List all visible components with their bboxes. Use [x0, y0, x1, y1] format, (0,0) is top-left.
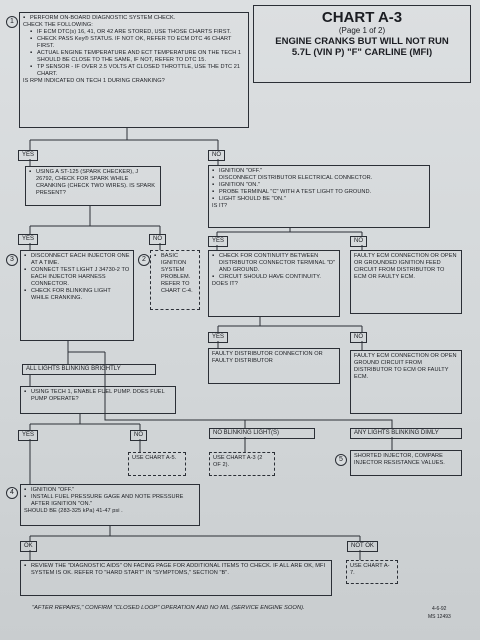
connector	[30, 526, 360, 541]
connector	[30, 414, 140, 430]
chart-date: 4-6-92	[432, 606, 447, 612]
review-line: ▪ REVIEW THE "DIAGNOSTIC AIDS" ON FACING PAGE FOR ADDITIONAL ITEMS TO CHECK. IF ALL ARE OK, MFI SYSTEM IS OK. REFER TO "HARD START" IN "SYMPTOMS," SECTION "B".	[24, 563, 328, 577]
step1-line: IS RPM INDICATED ON TECH 1 DURING CRANKING?	[23, 78, 165, 84]
use-chart-a7-box	[346, 560, 398, 584]
label-yes-5: YES	[18, 430, 38, 441]
step-number-1: 1	[6, 16, 18, 28]
faulty-ecm-text-1: FAULTY ECM CONNECTION OR OPEN OR GROUNDED IGNITION FEED CIRCUIT FROM DISTRIBUTOR TO ECM OR FAULTY ECM.	[354, 253, 457, 280]
ignition-off-line: ▪ LIGHT SHOULD BE "ON."	[212, 196, 426, 203]
no-blinking-label: NO BLINKING LIGHT(S)	[209, 428, 315, 439]
label-yes-1: YES	[18, 150, 38, 161]
connector	[30, 206, 160, 234]
step1-line: ▪ CHECK PASS Key® STATUS. IF NOT OK, REFER TO ECM DTC 46 CHART FIRST.	[23, 36, 245, 50]
step-number-5: 5	[335, 454, 347, 466]
faulty-ecm-box-2	[350, 350, 462, 414]
label-not-ok: NOT OK	[347, 541, 378, 552]
use-chart-a3-box	[209, 452, 275, 476]
fuel-pressure-line: ▪ INSTALL FUEL PRESSURE GAGE AND NOTE PRESSURE AFTER IGNITION "ON."	[24, 494, 196, 508]
chart-title: CHART A-3	[321, 9, 403, 26]
disconnect-injector-box	[20, 250, 134, 341]
use-chart-a3-text: USE CHART A-3 (2 OF 2).	[213, 455, 263, 468]
faulty-distributor-box	[208, 348, 340, 384]
step1-line: CHECK THE FOLLOWING:	[23, 22, 93, 28]
disconnect-injector-line: ▪ DISCONNECT EACH INJECTOR ONE AT A TIME.	[24, 253, 130, 267]
label-yes-2: YES	[18, 234, 38, 245]
faulty-ecm-text-2: FAULTY ECM CONNECTION OR OPEN GROUND CIRCUIT FROM DISTRIBUTOR TO ECM OR FAULTY ECM.	[354, 353, 457, 380]
fuel-pressure-box	[20, 484, 200, 526]
connector	[218, 317, 362, 332]
review-diagnostic-aids-box	[20, 560, 332, 596]
label-no-3: NO	[350, 236, 367, 247]
shorted-injector-text: SHORTED INJECTOR, COMPARE INJECTOR RESISTANCE VALUES.	[354, 453, 445, 466]
basic-ignition-line: ▪ BASIC IGNITION SYSTEM PROBLEM. REFER TO CHART C-4.	[154, 253, 196, 295]
label-yes-4: YES	[208, 332, 228, 343]
chart-subtitle-line1: ENGINE CRANKS BUT WILL NOT RUN	[275, 36, 449, 47]
all-lights-blinking-label: ALL LIGHTS BLINKING BRIGHTLY	[22, 364, 156, 375]
chart-page-indicator: (Page 1 of 2)	[338, 26, 386, 35]
label-ok: OK	[20, 541, 37, 552]
label-no-1: NO	[208, 150, 225, 161]
chart-subtitle-line2: 5.7L (VIN P) "F" CARLINE (MFI)	[291, 47, 433, 58]
step1-line: ▪ ACTUAL ENGINE TEMPERATURE AND ECT TEMPERATURE ON THE TECH 1 SHOULD BE CLOSE TO THE SAME, IF NOT, REFER TO DTC 15.	[23, 50, 245, 64]
step1-line: ▪ PERFORM ON-BOARD DIAGNOSTIC SYSTEM CHECK.	[23, 15, 245, 22]
connector	[30, 128, 218, 150]
disconnect-injector-line: ▪ CHECK FOR BLINKING LIGHT WHILE CRANKING.	[24, 288, 130, 302]
spark-check-box	[25, 166, 161, 206]
ignition-off-box	[208, 165, 430, 228]
label-no-5: NO	[130, 430, 147, 441]
ignition-off-line: ▪ IGNITION "OFF."	[212, 168, 426, 175]
label-no-2: NO	[149, 234, 166, 245]
faulty-distributor-text: FAULTY DISTRIBUTOR CONNECTION OR FAULTY DISTRIBUTOR	[212, 351, 323, 364]
step-number-4: 4	[6, 487, 18, 499]
use-chart-a7-text: USE CHART A-7.	[350, 563, 390, 576]
ignition-off-line: IS IT?	[212, 203, 228, 209]
connector	[217, 228, 362, 236]
after-repairs-note: "AFTER REPAIRS," CONFIRM "CLOSED LOOP" OPERATION AND NO MIL (SERVICE ENGINE SOON).	[32, 605, 305, 611]
spark-check-text: ▪ USING A ST-125 (SPARK CHECKER), J 26792, CHECK FOR SPARK WHILE CRANKING (CHECK TWO WIRES). IS SPARK PRESENT?	[29, 169, 157, 197]
check-continuity-line: DOES IT?	[212, 281, 238, 287]
label-yes-3: YES	[208, 236, 228, 247]
any-lights-dim-label: ANY LIGHTS BLINKING DIMLY	[350, 428, 462, 439]
chart-title-block	[253, 5, 471, 83]
shorted-injector-box	[350, 450, 462, 476]
disconnect-injector-line: ▪ CONNECT TEST LIGHT J 34730-2 TO EACH INJECTOR HARNESS CONNECTOR.	[24, 267, 130, 288]
check-continuity-line: ▪ CIRCUIT SHOULD HAVE CONTINUITY.	[212, 274, 336, 281]
check-continuity-box	[208, 250, 340, 317]
fuel-pressure-line: SHOULD BE (283-325 kPa) 41-47 psi .	[24, 508, 123, 514]
step-number-2: 2	[138, 254, 150, 266]
check-continuity-line: ▪ CHECK FOR CONTINUITY BETWEEN DISTRIBUTOR CONNECTOR TERMINAL "D" AND GROUND.	[212, 253, 336, 274]
label-no-4: NO	[350, 332, 367, 343]
ignition-off-line: ▪ IGNITION "ON."	[212, 182, 426, 189]
fuel-pump-box	[20, 386, 176, 414]
use-chart-a5-text: USE CHART A-5.	[132, 455, 177, 461]
step1-line: ▪ IF ECM DTC(s) 16, 41, OR 42 ARE STORED, USE THOSE CHARTS FIRST.	[23, 29, 245, 36]
chart-reference-number: MS 12493	[428, 614, 451, 620]
basic-ignition-box	[150, 250, 200, 310]
fuel-pressure-line: ▪ IGNITION "OFF."	[24, 487, 196, 494]
ignition-off-line: ▪ PROBE TERMINAL "C" WITH A TEST LIGHT TO GROUND.	[212, 189, 426, 196]
use-chart-a5-box	[128, 452, 186, 476]
faulty-ecm-box-1	[350, 250, 462, 314]
step1-diagnostic-check-box	[19, 12, 249, 128]
ignition-off-line: ▪ DISCONNECT DISTRIBUTOR ELECTRICAL CONNECTOR.	[212, 175, 426, 182]
step1-line: ▪ TP SENSOR - IF OVER 2.5 VOLTS AT CLOSED THROTTLE, USE THE DTC 21 CHART.	[23, 64, 245, 78]
fuel-pump-line: ▪ USING TECH 1, ENABLE FUEL PUMP. DOES FUEL PUMP OPERATE?	[24, 389, 172, 403]
step-number-3: 3	[6, 254, 18, 266]
